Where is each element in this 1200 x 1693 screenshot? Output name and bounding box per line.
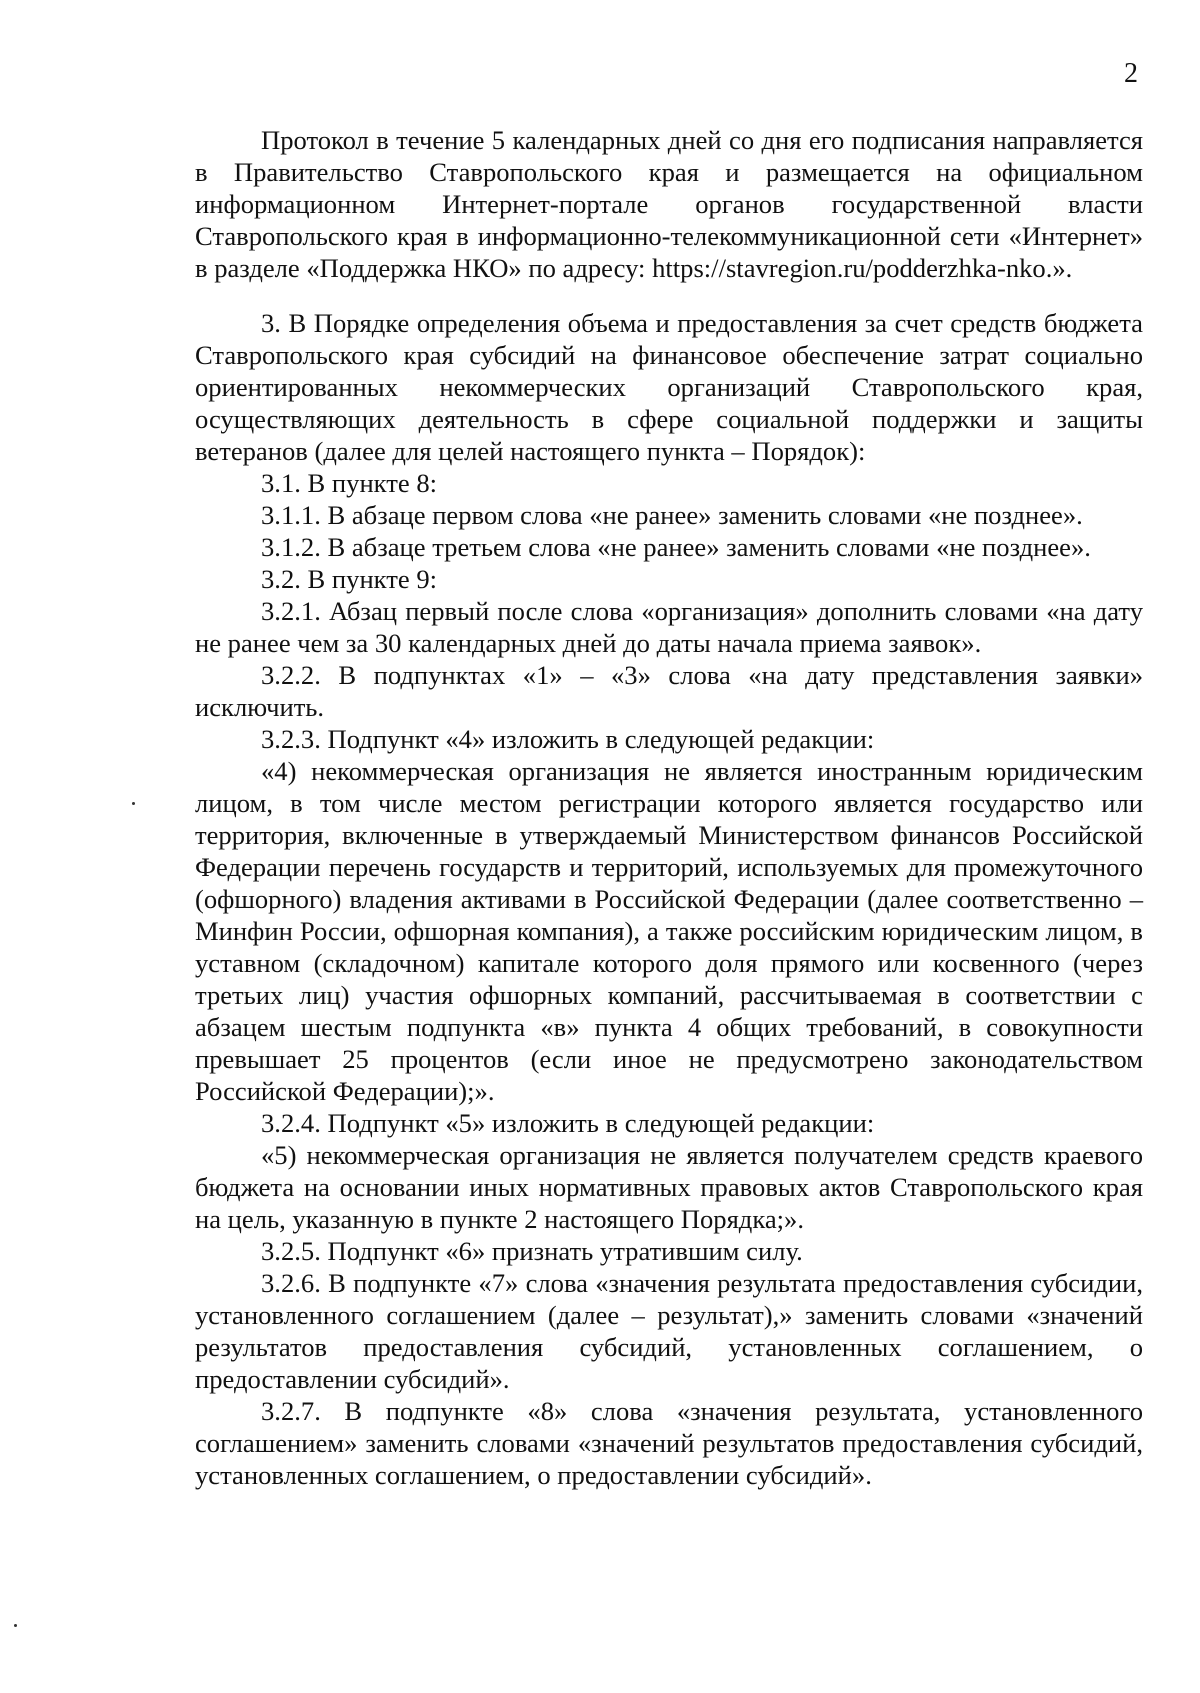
document-body — [195, 124, 1143, 1491]
paragraph-3-1: 3.1. В пункте 8: — [261, 468, 438, 498]
paragraph-section-3: 3. В Порядке определения объема и предоставления за счет средств бюджета Ставропольского края субсидий на финансовое обеспечение затрат социально ориентированных некоммерческих организаций Ставропольского края, осуществляющих деятельность в сфере социальной поддержки и защиты ветеранов (далее для целей настоящего пункта – Порядок): — [195, 308, 1143, 466]
paragraph-3-2: 3.2. В пункте 9: — [261, 564, 438, 594]
paragraph-3-2-7: 3.2.7. В подпункте «8» слова «значения результата, установленного соглашением» заменить словами «значений результатов предоставления субсидий, установленных соглашением, о предоставлении субсидий». — [195, 1396, 1143, 1490]
paragraph-3-1-2: 3.1.2. В абзаце третьем слова «не ранее» заменить словами «не позднее». — [261, 532, 1091, 562]
paragraph-3-2-2: 3.2.2. В подпунктах «1» – «3» слова «на дату представления заявки» исключить. — [195, 660, 1143, 722]
paragraph-3-2-6: 3.2.6. В подпункте «7» слова «значения результата предоставления субсидии, установленного соглашением (далее – результат),» заменить словами «значений результатов предоставления субсидий, установленных соглашением, о предоставлении субсидий». — [195, 1268, 1143, 1394]
paragraph-protocol: Протокол в течение 5 календарных дней со дня его подписания направляется в Правительство Ставропольского края и размещается на официальном информационном Интернет-портале органов государственной власти Ставропольского края в информационно-телекоммуникационной сети «Интернет» в разделе «Поддержка НКО» по адресу: https://stavregion.ru/podderzhka-nko.». — [195, 125, 1143, 283]
paragraph-3-2-3: 3.2.3. Подпункт «4» изложить в следующей редакции: — [261, 724, 875, 754]
paragraph-3-2-4: 3.2.4. Подпункт «5» изложить в следующей редакции: — [261, 1108, 875, 1138]
paragraph-3-2-1: 3.2.1. Абзац первый после слова «организация» дополнить словами «на дату не ранее чем за 30 календарных дней до даты начала приема заявок». — [195, 596, 1143, 658]
paragraph-3-2-5: 3.2.5. Подпункт «6» признать утратившим силу. — [261, 1236, 803, 1266]
paragraph-subitem-4-text: «4) некоммерческая организация не является иностранным юридическим лицом, в том числе местом регистрации которого является государство или территория, включенные в утверждаемый Министерством финансов Российской Федерации перечень государств и территорий, используемых для промежуточного (офшорного) владения активами в Российской Федерации (далее соответственно – Минфин России, офшорная компания), а также российским юридическим лицом, в уставном (складочном) капитале которого доля прямого или косвенного (через третьих лиц) участия офшорных компаний, рассчитываемая в соответствии с абзацем шестым подпункта «в» пункта 4 общих требований, в совокупности превышает 25 процентов (если иное не предусмотрено законодательством Российской Федерации);». — [195, 756, 1143, 1106]
paragraph-subitem-5-text: «5) некоммерческая организация не является получателем средств краевого бюджета на основании иных нормативных правовых актов Ставропольского края на цель, указанную в пункте 2 настоящего Порядка;». — [195, 1140, 1143, 1234]
paragraph-3-1-1: 3.1.1. В абзаце первом слова «не ранее» заменить словами «не позднее». — [261, 500, 1083, 530]
scan-speck — [132, 802, 135, 805]
scan-speck — [14, 1624, 17, 1627]
page-number: 2 — [1124, 58, 1138, 89]
